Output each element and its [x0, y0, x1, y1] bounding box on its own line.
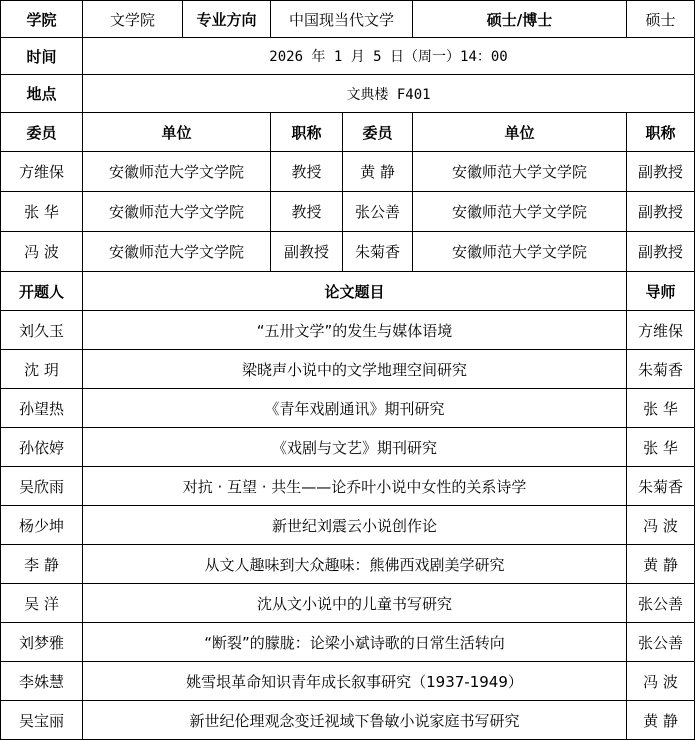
presenter-name: 吴宝丽 [1, 701, 83, 740]
presenter-name: 李 静 [1, 545, 83, 584]
thesis-row [1, 584, 695, 623]
thesis-row [1, 389, 695, 428]
advisor-name: 朱菊香 [627, 467, 695, 506]
advisor-name: 张 华 [627, 428, 695, 467]
degree-label: 硕士/博士 [413, 1, 627, 38]
thesis-title: 从文人趣味到大众趣味：熊佛西戏剧美学研究 [83, 545, 627, 584]
committee-title: 副教授 [271, 232, 343, 272]
thesis-row [1, 350, 695, 389]
advisor-name: 冯 波 [627, 506, 695, 545]
time-label: 时间 [1, 38, 83, 75]
committee-title: 教授 [271, 192, 343, 232]
thesis-row [1, 662, 695, 701]
presenter-name: 刘梦雅 [1, 623, 83, 662]
presenter-name: 孙望热 [1, 389, 83, 428]
college-value: 文学院 [83, 1, 183, 38]
thesis-row [1, 467, 695, 506]
presenter-header: 开题人 [1, 272, 83, 311]
committee-title: 副教授 [627, 192, 695, 232]
advisor-name: 方维保 [627, 311, 695, 350]
thesis-title-header: 论文题目 [83, 272, 627, 311]
committee-unit: 安徽师范大学文学院 [83, 192, 271, 232]
committee-member: 方维保 [1, 152, 83, 192]
advisor-name: 朱菊香 [627, 350, 695, 389]
thesis-row [1, 623, 695, 662]
thesis-title: 《戏剧与文艺》期刊研究 [83, 428, 627, 467]
committee-member-header: 委员 [343, 113, 413, 152]
committee-title: 副教授 [627, 152, 695, 192]
committee-unit-header: 单位 [413, 113, 627, 152]
committee-member: 黄 静 [343, 152, 413, 192]
time-value: 2026 年 1 月 5 日（周一）14：00 [83, 38, 695, 75]
place-label: 地点 [1, 75, 83, 113]
committee-unit: 安徽师范大学文学院 [83, 232, 271, 272]
committee-title: 教授 [271, 152, 343, 192]
committee-member: 冯 波 [1, 232, 83, 272]
advisor-name: 张公善 [627, 623, 695, 662]
presenter-name: 李姝慧 [1, 662, 83, 701]
presenter-name: 杨少坤 [1, 506, 83, 545]
thesis-title: 姚雪垠革命知识青年成长叙事研究（1937-1949） [83, 662, 627, 701]
presenter-name: 刘久玉 [1, 311, 83, 350]
thesis-title: “五卅文学”的发生与媒体语境 [83, 311, 627, 350]
committee-member: 张 华 [1, 192, 83, 232]
presenter-name: 吴欣雨 [1, 467, 83, 506]
committee-unit: 安徽师范大学文学院 [413, 192, 627, 232]
thesis-title: “断裂”的朦胧：论梁小斌诗歌的日常生活转向 [83, 623, 627, 662]
committee-member: 朱菊香 [343, 232, 413, 272]
advisor-name: 张公善 [627, 584, 695, 623]
committee-member: 张公善 [343, 192, 413, 232]
thesis-title: 新世纪刘震云小说创作论 [83, 506, 627, 545]
place-row [1, 75, 695, 113]
committee-title-header: 职称 [627, 113, 695, 152]
thesis-title: 梁晓声小说中的文学地理空间研究 [83, 350, 627, 389]
advisor-name: 冯 波 [627, 662, 695, 701]
committee-title: 副教授 [627, 232, 695, 272]
advisor-name: 黄 静 [627, 545, 695, 584]
thesis-title: 新世纪伦理观念变迁视域下鲁敏小说家庭书写研究 [83, 701, 627, 740]
major-label: 专业方向 [183, 1, 271, 38]
committee-member-header: 委员 [1, 113, 83, 152]
committee-row [1, 152, 695, 192]
committee-unit-header: 单位 [83, 113, 271, 152]
college-label: 学院 [1, 1, 83, 38]
place-value: 文典楼 F401 [83, 75, 695, 113]
thesis-row [1, 428, 695, 467]
presenter-name: 孙依婷 [1, 428, 83, 467]
advisor-name: 张 华 [627, 389, 695, 428]
degree-value: 硕士 [627, 1, 695, 38]
committee-unit: 安徽师范大学文学院 [413, 232, 627, 272]
thesis-row [1, 311, 695, 350]
thesis-title: 对抗 · 互望 · 共生——论乔叶小说中女性的关系诗学 [83, 467, 627, 506]
presenter-name: 沈 玥 [1, 350, 83, 389]
thesis-title: 《青年戏剧通讯》期刊研究 [83, 389, 627, 428]
committee-header-row [1, 113, 695, 152]
header-row [1, 1, 695, 38]
presenter-name: 吴 洋 [1, 584, 83, 623]
advisor-header: 导师 [627, 272, 695, 311]
thesis-title: 沈从文小说中的儿童书写研究 [83, 584, 627, 623]
thesis-header-row [1, 272, 695, 311]
committee-title-header: 职称 [271, 113, 343, 152]
advisor-name: 黄 静 [627, 701, 695, 740]
thesis-row [1, 701, 695, 740]
thesis-row [1, 506, 695, 545]
thesis-row [1, 545, 695, 584]
time-row [1, 38, 695, 75]
committee-unit: 安徽师范大学文学院 [413, 152, 627, 192]
committee-row [1, 192, 695, 232]
major-value: 中国现当代文学 [271, 1, 413, 38]
committee-row [1, 232, 695, 272]
committee-unit: 安徽师范大学文学院 [83, 152, 271, 192]
